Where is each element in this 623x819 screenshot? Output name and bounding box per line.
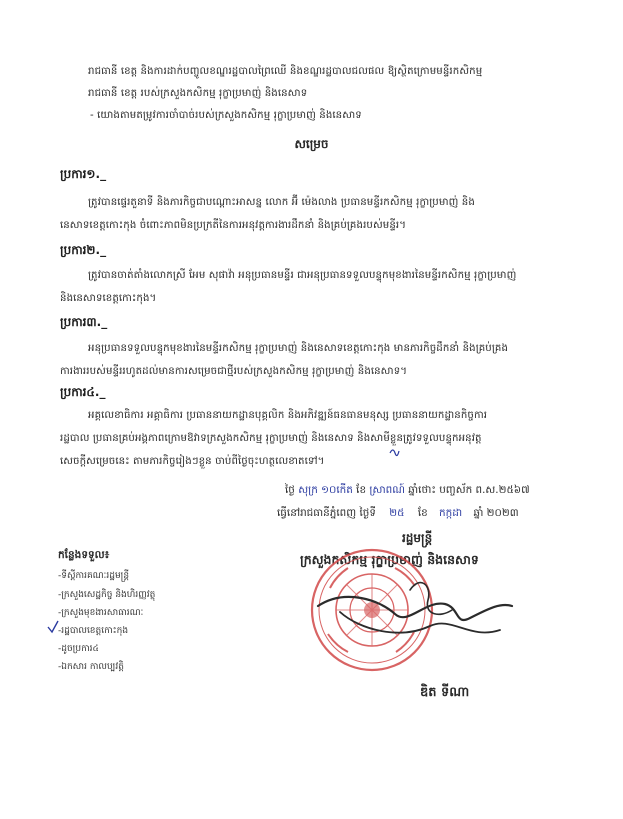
article-2-line-2: និងនេសាទខេត្តកោះកុង។ xyxy=(60,293,157,304)
official-seal-icon xyxy=(312,550,432,670)
solar-year: ឆ្នាំ ២០២៣ xyxy=(473,507,519,519)
solar-month-handwritten: កក្កដា xyxy=(439,507,463,519)
cc-item-2: -ក្រសួងសេដ្ឋកិច្ច និងហិរញ្ញវត្ថុ xyxy=(58,590,156,600)
signatory-name: ឌិត ទីណា xyxy=(420,685,470,700)
article-4-heading: ប្រការ៤._ xyxy=(60,385,106,399)
lunar-date-prefix: ថ្ងៃ xyxy=(285,484,295,496)
article-1-heading: ប្រការ១._ xyxy=(60,167,107,181)
article-2-line-1: ត្រូវបានចាត់តាំងលោកស្រី អែម សុផាវ៉ា អនុប្រធានមន្ទីរ ជាអនុប្រធានទទួលបន្ទុកមុខងារនៃមន្ទីរកសិកម្ម រុក្ខាប្រមាញ់ xyxy=(88,270,517,281)
article-2-heading: ប្រការ២._ xyxy=(60,243,107,257)
solar-date-prefix: ធ្វើនៅរាជធានីភ្នំពេញ ថ្ងៃទី xyxy=(277,507,376,519)
intro-line-2: រាជធានី ខេត្ត របស់ក្រសួងកសិកម្ម រុក្ខាប្រមាញ់ និងនេសាទ xyxy=(88,88,308,99)
signature-icon xyxy=(318,583,512,633)
minister-title: រដ្ឋមន្ត្រី xyxy=(402,531,433,545)
decision-title: សម្រេច xyxy=(294,137,329,151)
article-4-line-2: រដ្ឋបាល ប្រធានគ្រប់អង្គភាពក្រោមឱវាទក្រសួងកសិកម្ម រុក្ខាប្រមាញ់ និងនេសាទ និងសាមីខ្លួនត្រូវទទួលបន្ទុកអនុវត្ត xyxy=(60,433,482,444)
cc-title: កន្លែងទទួល៖ xyxy=(58,549,110,561)
intro-line-1: រាជធានី ខេត្ត និងការដាក់បញ្ចូលខណ្ឌរដ្ឋបាលព្រៃឈើ និងខណ្ឌរដ្ឋបាលជលផល ឱ្យស្ថិតក្រោមមន្ទីរកសិកម្ម xyxy=(88,66,483,77)
cc-item-6: -ឯកសារ កាលប្បវត្តិ xyxy=(58,662,124,672)
lunar-month-handwritten: ស្រាពណ៍ xyxy=(369,484,405,496)
pen-mark-icon xyxy=(390,450,399,456)
article-1-line-2: នេសាទខេត្តកោះកុង ចំពោះភាពមិនប្រក្រតីនៃការអនុវត្តការងារដឹកនាំ និងគ្រប់គ្រងរបស់មន្ទីរ។ xyxy=(60,220,407,231)
article-1-line-1: ត្រូវបានផ្ទេរតួនាទី និងភារកិច្ចជាបណ្ដោះអាសន្ន លោក អ៊ី ម៉េងលាង ប្រធានមន្ទីរកសិកម្ម រុក្ខាប្រមាញ់ និង xyxy=(88,197,475,208)
lunar-date-rest: ឆ្នាំថោះ បញ្ចស័ក ព.ស.២៥៦៧ xyxy=(408,484,530,496)
solar-day-handwritten: ២៥ xyxy=(389,507,405,519)
intro-line-3: - យោងតាមតម្រូវការចាំបាច់របស់ក្រសួងកសិកម្ម រុក្ខាប្រមាញ់ និងនេសាទ xyxy=(90,110,362,121)
article-4-line-1: អគ្គលេខាធិការ អគ្គាធិការ ប្រធាននាយកដ្ឋានបុគ្គលិក និងអភិវឌ្ឍន៍ធនធានមនុស្ស ប្រធាននាយកដ្ឋានកិច្ចការ xyxy=(88,410,488,421)
article-3-line-1: អនុប្រធានទទួលបន្ទុកមុខងារនៃមន្ទីរកសិកម្ម រុក្ខាប្រមាញ់ និងនេសាទខេត្តកោះកុង មានភារកិច្ចដឹកនាំ និងគ្រប់គ្រង xyxy=(88,343,509,354)
article-3-line-2: ការងាររបស់មន្ទីររហូតដល់មានការសម្រេចជាថ្មីរបស់ក្រសួងកសិកម្ម រុក្ខាប្រមាញ់ និងនេសាទ។ xyxy=(60,366,408,377)
cc-item-1: -ទីស្តីការគណៈរដ្ឋមន្ត្រី xyxy=(58,571,130,581)
lunar-month-label: ខែ xyxy=(356,484,367,496)
article-3-heading: ប្រការ៣._ xyxy=(60,315,108,329)
article-4-line-3: សេចក្ដីសម្រេចនេះ តាមភារកិច្ចរៀងៗខ្លួន ចាប់ពីថ្ងៃចុះហត្ថលេខាតទៅ។ xyxy=(60,456,325,467)
cc-item-3: -ក្រសួងមុខងារសាធារណៈ xyxy=(58,608,144,618)
cc-item-5: -ដូចប្រការ៤ xyxy=(58,644,99,654)
checkmark-icon xyxy=(48,621,58,632)
solar-month-label: ខែ xyxy=(417,507,428,519)
ministry-name: ក្រសួងកសិកម្ម រុក្ខាប្រមាញ់ និងនេសាទ xyxy=(300,552,479,567)
lunar-date-handwritten: សុក្រ ១០កើត xyxy=(298,484,353,496)
cc-item-4: -រដ្ឋបាលខេត្តកោះកុង xyxy=(58,626,129,636)
